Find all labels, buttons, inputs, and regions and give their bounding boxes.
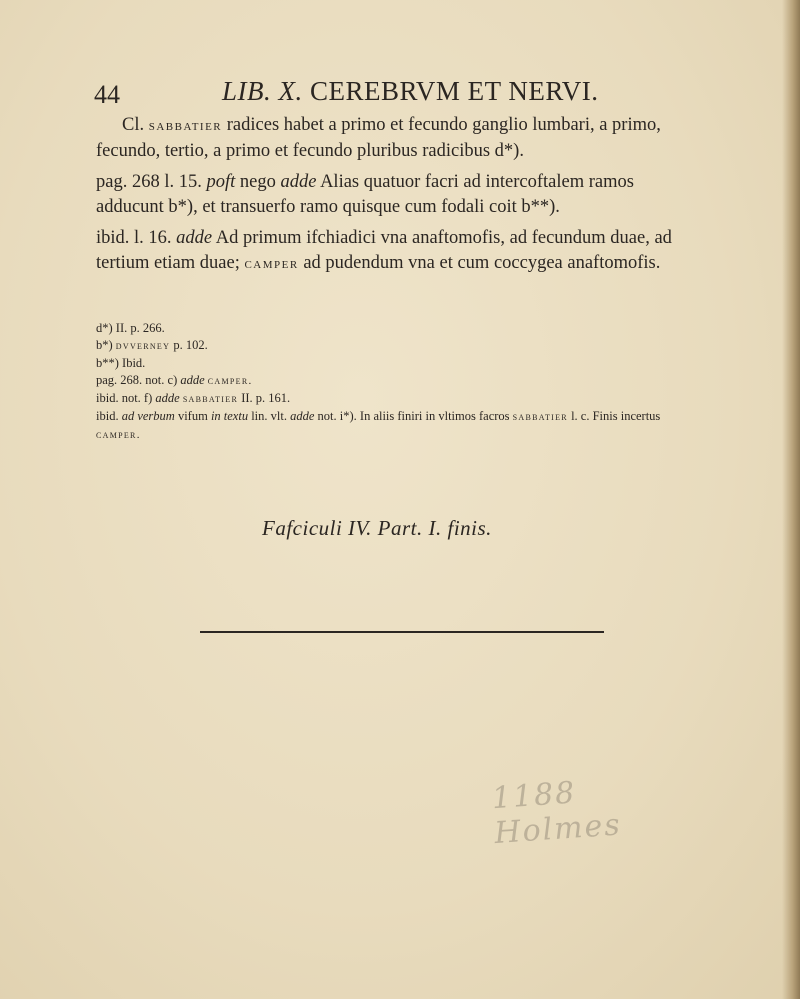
note-i-ital2: in textu: [210, 409, 249, 423]
note-f: [96, 390, 696, 408]
note-i-ital: ad verbum: [121, 409, 175, 423]
finis-line: Fafciculi IV. Part. I. finis.: [262, 516, 492, 540]
divider-rule: [200, 631, 604, 633]
note-c-adde: adde: [180, 373, 205, 387]
p1-author: sabbatier: [148, 118, 223, 134]
running-head: [94, 76, 714, 110]
note-f-author: sabbatier: [182, 393, 239, 405]
footnotes: [96, 320, 696, 444]
lib-number: LIB. X.: [222, 76, 303, 106]
note-i-author: sabbatier: [512, 411, 568, 423]
note-c: [96, 372, 696, 390]
note-bb: b**) Ibid.: [96, 356, 146, 370]
note-c-author: camper.: [207, 375, 253, 387]
note-f-pre: ibid. not. f): [96, 391, 153, 405]
note-b-label: b*): [96, 338, 113, 352]
note-i-mid: vifum: [177, 409, 208, 423]
note-d: d*) II. p. 266.: [96, 321, 165, 335]
note-i-pre: ibid.: [96, 409, 119, 423]
note-i-tail: l. c. Finis incertus: [571, 409, 661, 423]
p1-prefix: Cl.: [122, 115, 145, 135]
paragraph-2: [96, 170, 696, 220]
note-i-adde: adde: [290, 409, 315, 423]
note-i-author2: camper.: [96, 429, 141, 441]
page-number: 44: [94, 80, 120, 109]
paragraph-3: [96, 226, 696, 277]
note-f-adde: adde: [155, 391, 180, 405]
note-b-rest: p. 102.: [173, 338, 208, 352]
p3-adde: adde: [176, 228, 213, 248]
note-i-mid2: lin. vlt.: [251, 409, 287, 423]
p3-text-a: Ad primum ifchiadici vna anaftomofis, ad fecundum duae, ad tertium etiam duae;: [96, 228, 672, 273]
handwritten-signature: 1188 Holmes: [490, 775, 623, 852]
note-b: [96, 337, 696, 355]
note-b-author: dvverney: [115, 340, 171, 352]
title-text: CEREBRVM ET NERVI.: [310, 76, 599, 106]
p2-ref: pag. 268 l. 15.: [96, 172, 202, 192]
p2-text: Alias quatuor facri ad intercoftalem ramos adducunt b*), et transuerfo ramo quisque cum fodali coit b**).: [96, 172, 634, 217]
body-text: [96, 113, 696, 283]
note-i-rest: not. i*). In aliis finiri in vltimos facros: [317, 409, 510, 423]
p2-post: poft: [206, 172, 236, 192]
page-title: [222, 76, 598, 107]
p1-text: radices habet a primo et fecundo ganglio lumbari, a primo, fecundo, tertio, a primo et fecundo pluribus radicibus d*).: [96, 115, 661, 161]
p3-text-b: ad pudendum vna et cum coccygea anaftomofis.: [303, 253, 661, 273]
p3-ref: ibid. l. 16.: [96, 228, 172, 248]
p3-author: camper: [244, 256, 299, 272]
note-i: [96, 408, 696, 444]
paragraph-1: [96, 113, 696, 164]
page-edge: [782, 0, 800, 999]
note-f-rest: II. p. 161.: [241, 391, 291, 405]
note-c-pre: pag. 268. not. c): [96, 373, 178, 387]
p2-nego: nego: [239, 172, 276, 192]
p2-adde: adde: [280, 172, 317, 192]
